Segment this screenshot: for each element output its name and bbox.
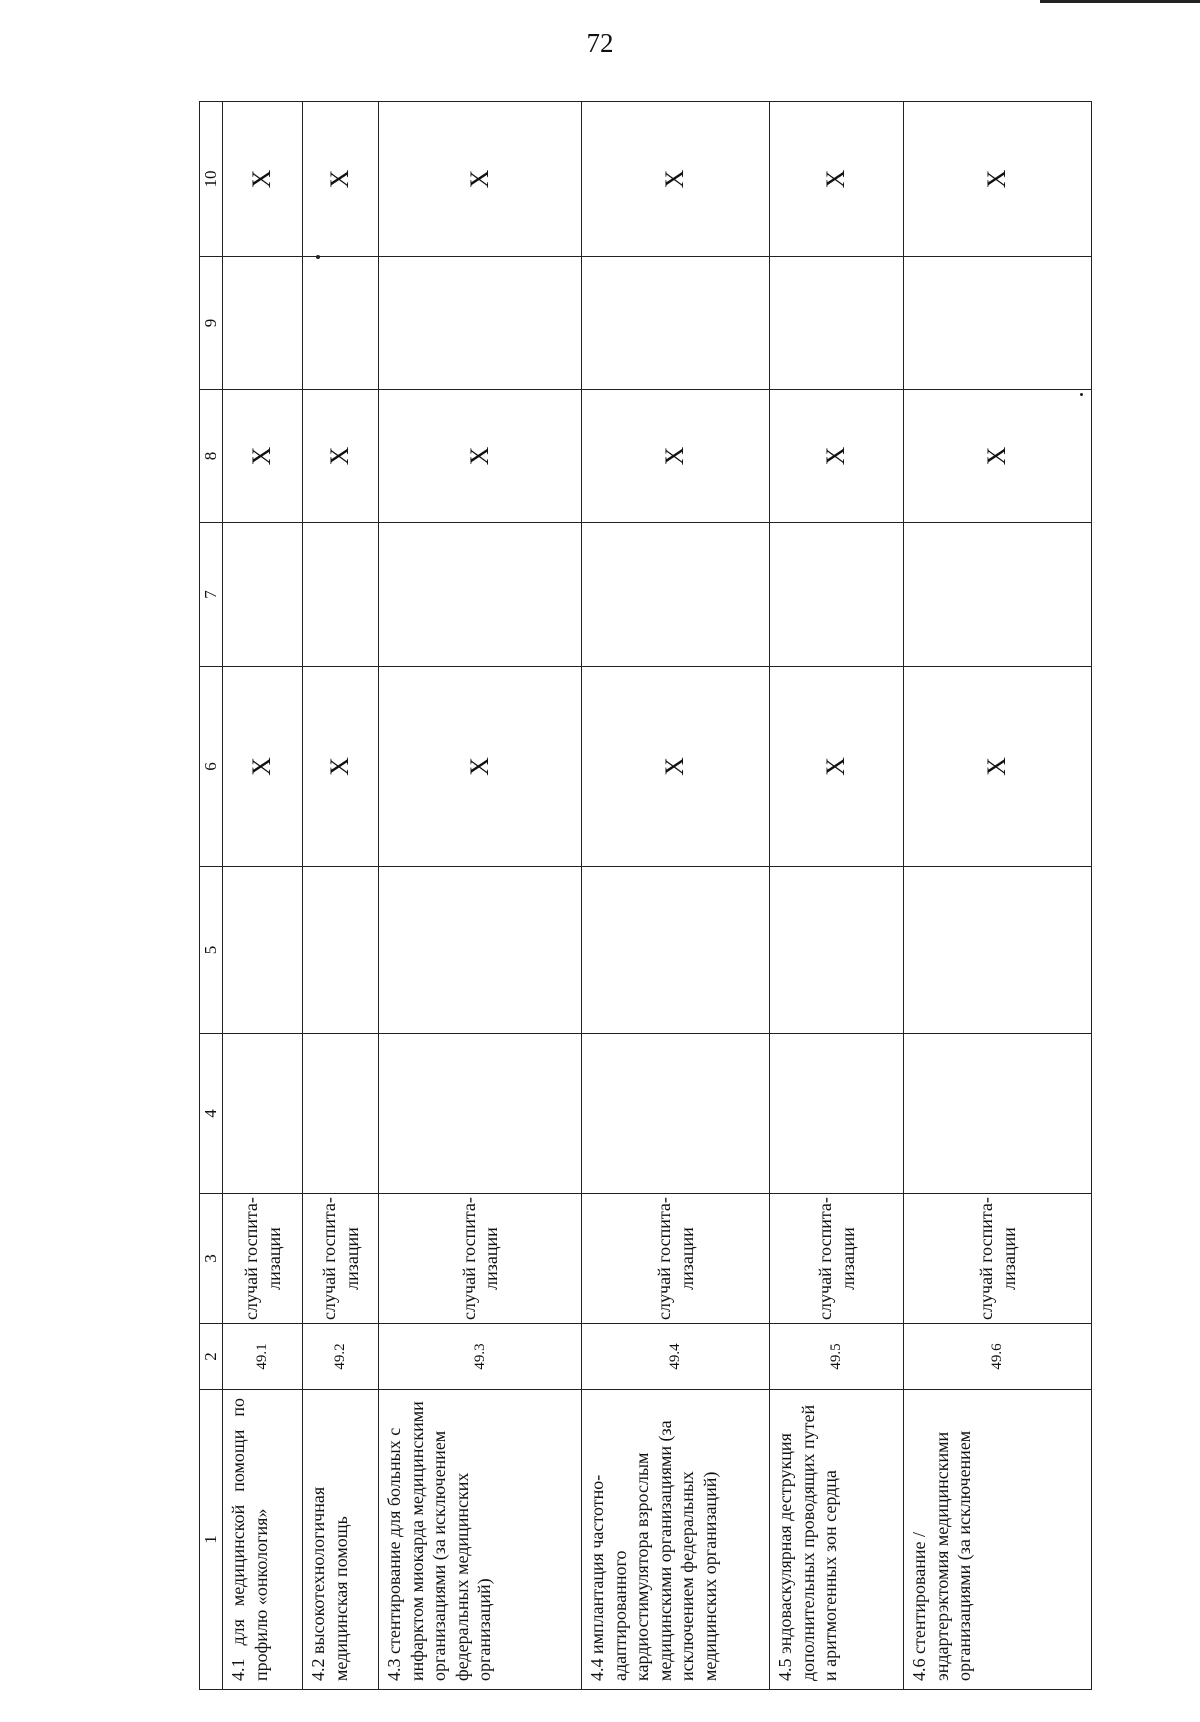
- column-header-6: 6: [200, 667, 223, 867]
- cell-col-9: [223, 257, 303, 390]
- cell-col-7: [379, 523, 582, 667]
- cell-col-10: X: [904, 102, 1092, 257]
- scan-speck: [1080, 393, 1083, 396]
- table-row: [904, 102, 1092, 1690]
- row-unit: случай госпита-лизации: [303, 1194, 379, 1324]
- table-row: [223, 102, 303, 1690]
- rotated-table-container: [199, 102, 1092, 1690]
- row-code: 49.1: [223, 1324, 303, 1390]
- table-row: [770, 102, 904, 1690]
- cell-col-6: X: [303, 667, 379, 867]
- cell-col-8: X: [303, 390, 379, 523]
- cell-col-10: X: [379, 102, 582, 257]
- table-area: [199, 102, 1092, 1690]
- cell-col-8: X: [904, 390, 1092, 523]
- cell-col-9: [770, 257, 904, 390]
- row-description: 4.5 эндоваскулярная деструкция дополнительных проводящих путей и аритмогенных зон сердца: [770, 1390, 904, 1690]
- cell-col-9: [904, 257, 1092, 390]
- cell-col-9: [582, 257, 770, 390]
- cell-col-6: X: [223, 667, 303, 867]
- column-header-2: 2: [200, 1324, 223, 1390]
- row-description: 4.4 имплантация частотно-адаптированного кардиостимулятора взрослым медицинскими организациями (за исключением федеральных медицинских организаций): [582, 1390, 770, 1690]
- cell-col-6: X: [379, 667, 582, 867]
- cell-col-5: [770, 867, 904, 1034]
- row-unit: случай госпита-лизации: [582, 1194, 770, 1324]
- cell-col-5: [303, 867, 379, 1034]
- cell-col-6: X: [904, 667, 1092, 867]
- row-unit: случай госпита-лизации: [770, 1194, 904, 1324]
- cell-col-5: [904, 867, 1092, 1034]
- cell-col-4: [582, 1034, 770, 1194]
- cell-col-4: [904, 1034, 1092, 1194]
- row-unit: случай госпита-лизации: [379, 1194, 582, 1324]
- cell-col-8: X: [379, 390, 582, 523]
- column-header-3: 3: [200, 1194, 223, 1324]
- cell-col-9: [379, 257, 582, 390]
- scan-speck: [316, 255, 320, 259]
- cell-col-7: [770, 523, 904, 667]
- cell-col-4: [303, 1034, 379, 1194]
- cell-col-4: [770, 1034, 904, 1194]
- row-unit: случай госпита-лизации: [904, 1194, 1092, 1324]
- cell-col-6: X: [770, 667, 904, 867]
- cell-col-7: [303, 523, 379, 667]
- column-header-9: 9: [200, 257, 223, 390]
- cell-col-8: X: [770, 390, 904, 523]
- cell-col-10: X: [582, 102, 770, 257]
- cell-col-10: X: [303, 102, 379, 257]
- table-row: [379, 102, 582, 1690]
- cell-col-9: [303, 257, 379, 390]
- row-description: 4.3 стентирование для больных с инфарктом миокарда медицинскими организациями (за исключением федеральных медицинских организаций): [379, 1390, 582, 1690]
- cell-col-5: [223, 867, 303, 1034]
- column-header-10: 10: [200, 102, 223, 257]
- table-row: [303, 102, 379, 1690]
- row-description: 4.2 высокотехнологичная медицинская помощь: [303, 1390, 379, 1690]
- cell-col-6: X: [582, 667, 770, 867]
- row-code: 49.4: [582, 1324, 770, 1390]
- cell-col-7: [904, 523, 1092, 667]
- row-code: 49.3: [379, 1324, 582, 1390]
- cell-col-4: [379, 1034, 582, 1194]
- data-table: [199, 101, 1092, 1690]
- row-description: 4.1 для медицинской помощи по профилю «онкология»: [223, 1390, 303, 1690]
- cell-col-10: X: [770, 102, 904, 257]
- column-header-7: 7: [200, 523, 223, 667]
- page-number: 72: [586, 28, 614, 58]
- cell-col-8: X: [582, 390, 770, 523]
- row-code: 49.2: [303, 1324, 379, 1390]
- cell-col-5: [379, 867, 582, 1034]
- row-code: 49.6: [904, 1324, 1092, 1390]
- cell-col-7: [582, 523, 770, 667]
- cell-col-8: X: [223, 390, 303, 523]
- column-header-4: 4: [200, 1034, 223, 1194]
- column-header-1: 1: [200, 1390, 223, 1690]
- table-row: [582, 102, 770, 1690]
- cell-col-7: [223, 523, 303, 667]
- column-header-5: 5: [200, 867, 223, 1034]
- row-unit: случай госпита-лизации: [223, 1194, 303, 1324]
- scan-edge-line: [1040, 0, 1200, 3]
- row-code: 49.5: [770, 1324, 904, 1390]
- cell-col-10: X: [223, 102, 303, 257]
- cell-col-4: [223, 1034, 303, 1194]
- column-header-8: 8: [200, 390, 223, 523]
- header-row: [200, 102, 223, 1690]
- cell-col-5: [582, 867, 770, 1034]
- row-description: 4.6 стентирование / эндартерэктомия медицинскими организациями (за исключением: [904, 1390, 1092, 1690]
